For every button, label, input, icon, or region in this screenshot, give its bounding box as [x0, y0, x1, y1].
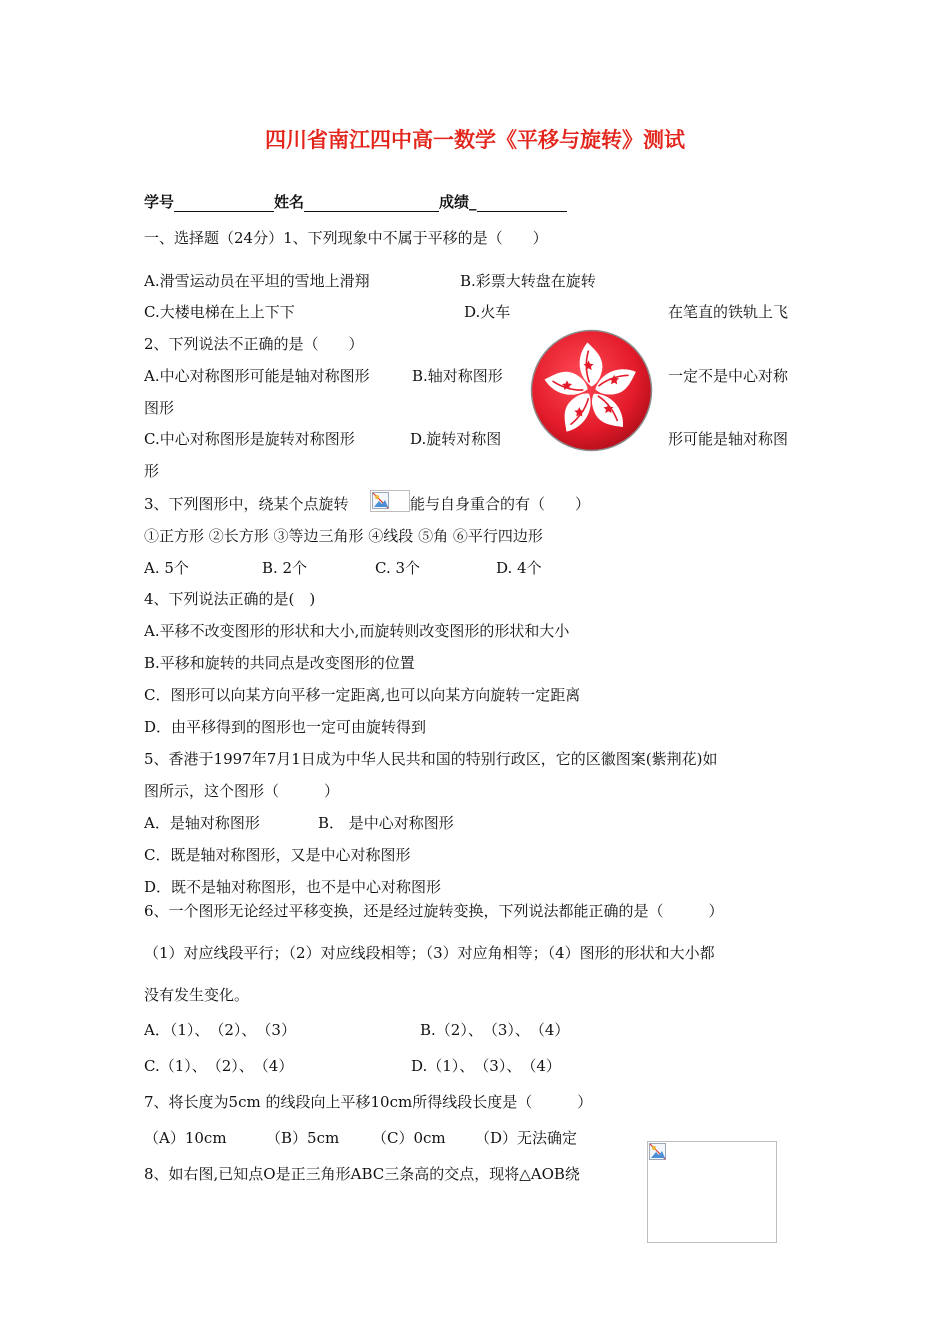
page-title: 四川省南江四中高一数学《平移与旋转》测试 — [265, 128, 685, 152]
q5-option-b: B． 是中心对称图形 — [318, 814, 454, 832]
q3-option-b: B. 2个 — [262, 559, 308, 577]
score-label: 成绩_ — [439, 193, 477, 211]
q3-stem: 3、下列图形中，绕某个点旋转 — [144, 495, 349, 513]
broken-image-icon — [372, 492, 390, 510]
q7-stem: 7、将长度为5cm 的线段向上平移10cm所得线段长度是（ ） — [144, 1093, 593, 1111]
q6-statements: （1）对应线段平行；（2）对应线段相等；（3）对应角相等；（4）图形的形状和大小都 — [144, 944, 715, 962]
q5-option-d: D．既不是轴对称图形，也不是中心对称图形 — [144, 878, 442, 896]
q4-option-c: C．图形可以向某方向平移一定距离,也可以向某方向旋转一定距离 — [144, 686, 581, 704]
q1-option-b: B.彩票大转盘在旋转 — [460, 272, 596, 290]
name-blank — [304, 195, 439, 212]
q2-option-c: C.中心对称图形是旋转对称图形 — [144, 430, 355, 448]
q1-option-d-cont: 在笔直的铁轨上飞 — [668, 303, 789, 321]
q3-image-placeholder — [370, 490, 410, 512]
q2-option-b-cont2: 图形 — [144, 399, 175, 417]
q3-option-a: A. 5个 — [144, 559, 189, 577]
q8-stem: 8、如右图,已知点O是正三角形ABC三条高的交点，现将△AOB绕 — [144, 1165, 580, 1183]
q6-option-b: B.（2）、 （3）、 （4） — [420, 1021, 570, 1039]
q2-option-d-cont2: 形 — [144, 462, 160, 480]
q5-stem-cont: 图所示，这个图形（ ） — [144, 782, 340, 800]
bauhinia-emblem-icon — [529, 328, 654, 453]
header-line — [144, 192, 567, 212]
q2-option-d-cont: 形可能是轴对称图 — [668, 430, 789, 448]
student-id-label: 学号 — [144, 193, 175, 211]
q3-stem-cont: 能与自身重合的有（ ） — [410, 495, 591, 513]
q6-option-c: C.（1）、 （2）、 （4） — [144, 1057, 294, 1075]
q1-option-c: C.大楼电梯在上上下下 — [144, 303, 295, 321]
score-blank — [477, 195, 567, 212]
q3-option-d: D. 4个 — [496, 559, 542, 577]
q3-items: ①正方形 ②长方形 ③等边三角形 ④线段 ⑤角 ⑥平行四边形 — [144, 527, 543, 545]
q6-stem: 6、一个图形无论经过平移变换，还是经过旋转变换，下列说法都能正确的是（ ） — [144, 902, 724, 920]
q3-option-c: C. 3个 — [375, 559, 421, 577]
q5-stem: 5、香港于1997年7月1日成为中华人民共和国的特别行政区，它的区徽图案(紫荆花)如 — [144, 750, 718, 768]
broken-image-icon — [649, 1143, 667, 1161]
q7-option-c: （C）0cm — [372, 1129, 446, 1147]
q5-option-c: C．既是轴对称图形，又是中心对称图形 — [144, 846, 411, 864]
q6-option-d: D.（1）、 （3）、 （4） — [411, 1057, 561, 1075]
q5-option-a: A．是轴对称图形 — [144, 814, 260, 832]
q6-statements-cont: 没有发生变化。 — [144, 986, 250, 1004]
q4-option-b: B.平移和旋转的共同点是改变图形的位置 — [144, 654, 415, 672]
q4-stem: 4、下列说法正确的是( ) — [144, 590, 316, 608]
q7-option-a: （A）10cm — [144, 1129, 227, 1147]
q7-option-d: （D）无法确定 — [475, 1129, 578, 1147]
q1-option-a: A.滑雪运动员在平坦的雪地上滑翔 — [144, 272, 370, 290]
q4-option-a: A.平移不改变图形的形状和大小,而旋转则改变图形的形状和大小 — [144, 622, 570, 640]
q2-option-a: A.中心对称图形可能是轴对称图形 — [144, 367, 370, 385]
q2-option-b: B.轴对称图形 — [412, 367, 503, 385]
q2-option-b-cont: 一定不是中心对称 — [668, 367, 789, 385]
q7-option-b: （B）5cm — [266, 1129, 340, 1147]
q1-option-d: D.火车 — [464, 303, 511, 321]
q6-option-a: A．（1）、 （2）、 （3） — [144, 1021, 296, 1039]
q8-figure-placeholder — [647, 1141, 777, 1243]
q4-option-d: D．由平移得到的图形也一定可由旋转得到 — [144, 718, 427, 736]
student-id-blank — [174, 195, 274, 212]
q1-stem: 一、选择题（24分）1、下列现象中不属于平移的是（ ） — [144, 229, 548, 247]
name-label: 姓名 — [274, 193, 305, 211]
q2-option-d: D.旋转对称图 — [410, 430, 502, 448]
q2-stem: 2、下列说法不正确的是（ ） — [144, 335, 364, 353]
